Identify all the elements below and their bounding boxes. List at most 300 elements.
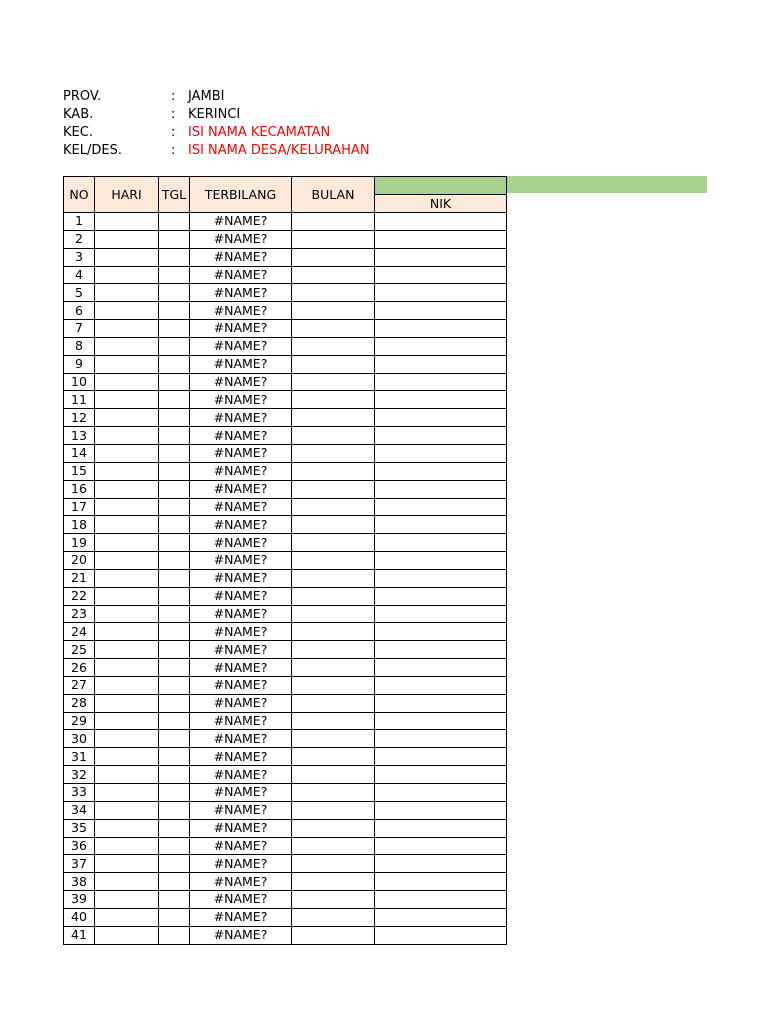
cell-bulan[interactable] (292, 801, 375, 819)
cell-bulan[interactable] (292, 837, 375, 855)
cell-hari[interactable] (95, 391, 159, 409)
cell-no[interactable]: 4 (64, 266, 95, 284)
cell-tgl[interactable] (159, 766, 190, 784)
cell-nik[interactable] (375, 391, 507, 409)
cell-hari[interactable] (95, 516, 159, 534)
cell-terbilang[interactable]: #NAME? (190, 730, 292, 748)
cell-hari[interactable] (95, 534, 159, 552)
cell-bulan[interactable] (292, 784, 375, 802)
cell-hari[interactable] (95, 676, 159, 694)
info-label: KEC. (63, 125, 93, 140)
cell-no[interactable]: 35 (64, 819, 95, 837)
cell-bulan[interactable] (292, 391, 375, 409)
cell-bulan[interactable] (292, 302, 375, 320)
cell-hari[interactable] (95, 837, 159, 855)
cell-terbilang[interactable]: #NAME? (190, 409, 292, 427)
cell-bulan[interactable] (292, 409, 375, 427)
cell-hari[interactable] (95, 302, 159, 320)
cell-terbilang[interactable]: #NAME? (190, 302, 292, 320)
cell-hari[interactable] (95, 569, 159, 587)
cell-terbilang[interactable]: #NAME? (190, 605, 292, 623)
cell-hari[interactable] (95, 659, 159, 677)
cell-nik[interactable] (375, 320, 507, 338)
cell-no[interactable]: 7 (64, 320, 95, 338)
cell-nik[interactable] (375, 373, 507, 391)
table-row (64, 391, 507, 409)
cell-bulan[interactable] (292, 730, 375, 748)
cell-hari[interactable] (95, 641, 159, 659)
cell-nik[interactable] (375, 659, 507, 677)
cell-hari[interactable] (95, 784, 159, 802)
cell-nik[interactable] (375, 712, 507, 730)
cell-hari[interactable] (95, 819, 159, 837)
cell-nik[interactable] (375, 569, 507, 587)
table-row (64, 891, 507, 909)
cell-no[interactable]: 29 (64, 712, 95, 730)
cell-tgl[interactable] (159, 427, 190, 445)
table-row (64, 873, 507, 891)
cell-bulan[interactable] (292, 623, 375, 641)
cell-nik[interactable] (375, 516, 507, 534)
cell-tgl[interactable] (159, 373, 190, 391)
table-row (64, 409, 507, 427)
cell-terbilang[interactable]: #NAME? (190, 926, 292, 944)
info-label: PROV. (63, 89, 102, 104)
cell-no[interactable]: 15 (64, 462, 95, 480)
table-row (64, 266, 507, 284)
header-terbilang: TERBILANG (190, 177, 292, 213)
cell-no[interactable]: 36 (64, 837, 95, 855)
cell-terbilang[interactable]: #NAME? (190, 266, 292, 284)
cell-tgl[interactable] (159, 284, 190, 302)
cell-terbilang[interactable]: #NAME? (190, 855, 292, 873)
cell-terbilang[interactable]: #NAME? (190, 748, 292, 766)
info-colon: : (171, 89, 176, 104)
cell-hari[interactable] (95, 444, 159, 462)
info-row-kec (63, 124, 370, 142)
cell-no[interactable]: 22 (64, 587, 95, 605)
cell-no[interactable]: 34 (64, 801, 95, 819)
table-row (64, 552, 507, 570)
cell-no[interactable]: 24 (64, 623, 95, 641)
cell-bulan[interactable] (292, 534, 375, 552)
cell-hari[interactable] (95, 427, 159, 445)
cell-tgl[interactable] (159, 516, 190, 534)
cell-no[interactable]: 23 (64, 605, 95, 623)
cell-tgl[interactable] (159, 462, 190, 480)
cell-no[interactable]: 5 (64, 284, 95, 302)
table-row (64, 498, 507, 516)
table-row (64, 837, 507, 855)
table-row (64, 676, 507, 694)
cell-bulan[interactable] (292, 355, 375, 373)
table-row (64, 284, 507, 302)
cell-bulan[interactable] (292, 766, 375, 784)
cell-nik[interactable] (375, 926, 507, 944)
cell-tgl[interactable] (159, 248, 190, 266)
cell-terbilang[interactable]: #NAME? (190, 552, 292, 570)
cell-hari[interactable] (95, 855, 159, 873)
cell-tgl[interactable] (159, 712, 190, 730)
cell-terbilang[interactable]: #NAME? (190, 873, 292, 891)
cell-no[interactable]: 16 (64, 480, 95, 498)
cell-nik[interactable] (375, 427, 507, 445)
cell-terbilang[interactable]: #NAME? (190, 659, 292, 677)
cell-tgl[interactable] (159, 801, 190, 819)
cell-no[interactable]: 18 (64, 516, 95, 534)
cell-bulan[interactable] (292, 552, 375, 570)
info-label: KAB. (63, 107, 94, 122)
cell-hari[interactable] (95, 230, 159, 248)
cell-bulan[interactable] (292, 516, 375, 534)
cell-terbilang[interactable]: #NAME? (190, 391, 292, 409)
cell-nik[interactable] (375, 784, 507, 802)
cell-no[interactable]: 40 (64, 908, 95, 926)
cell-nik[interactable] (375, 444, 507, 462)
table-row (64, 748, 507, 766)
header-nik: NIK (375, 195, 507, 213)
cell-nik[interactable] (375, 266, 507, 284)
cell-tgl[interactable] (159, 676, 190, 694)
cell-bulan[interactable] (292, 855, 375, 873)
cell-nik[interactable] (375, 748, 507, 766)
cell-bulan[interactable] (292, 213, 375, 231)
cell-hari[interactable] (95, 320, 159, 338)
table-row (64, 730, 507, 748)
cell-hari[interactable] (95, 926, 159, 944)
table-row (64, 444, 507, 462)
table-row (64, 819, 507, 837)
cell-bulan[interactable] (292, 498, 375, 516)
cell-nik[interactable] (375, 819, 507, 837)
green-header-band (506, 176, 707, 193)
cell-tgl[interactable] (159, 355, 190, 373)
cell-nik[interactable] (375, 641, 507, 659)
cell-nik[interactable] (375, 908, 507, 926)
table-row (64, 623, 507, 641)
cell-bulan[interactable] (292, 748, 375, 766)
cell-nik[interactable] (375, 552, 507, 570)
cell-no[interactable]: 20 (64, 552, 95, 570)
cell-tgl[interactable] (159, 569, 190, 587)
table-row (64, 641, 507, 659)
cell-no[interactable]: 26 (64, 659, 95, 677)
cell-nik[interactable] (375, 605, 507, 623)
cell-tgl[interactable] (159, 266, 190, 284)
cell-bulan[interactable] (292, 819, 375, 837)
cell-nik[interactable] (375, 302, 507, 320)
cell-bulan[interactable] (292, 605, 375, 623)
cell-terbilang[interactable]: #NAME? (190, 284, 292, 302)
header-row (64, 177, 507, 195)
cell-no[interactable]: 10 (64, 373, 95, 391)
cell-terbilang[interactable]: #NAME? (190, 784, 292, 802)
cell-hari[interactable] (95, 213, 159, 231)
cell-nik[interactable] (375, 801, 507, 819)
cell-bulan[interactable] (292, 569, 375, 587)
cell-tgl[interactable] (159, 855, 190, 873)
info-value: JAMBI (188, 89, 225, 104)
cell-hari[interactable] (95, 462, 159, 480)
cell-terbilang[interactable]: #NAME? (190, 480, 292, 498)
cell-terbilang[interactable]: #NAME? (190, 801, 292, 819)
cell-tgl[interactable] (159, 623, 190, 641)
cell-no[interactable]: 41 (64, 926, 95, 944)
table-row (64, 462, 507, 480)
cell-tgl[interactable] (159, 891, 190, 909)
cell-terbilang[interactable]: #NAME? (190, 373, 292, 391)
cell-nik[interactable] (375, 623, 507, 641)
cell-tgl[interactable] (159, 837, 190, 855)
info-colon: : (171, 107, 176, 122)
cell-no[interactable]: 9 (64, 355, 95, 373)
cell-terbilang[interactable]: #NAME? (190, 908, 292, 926)
cell-terbilang[interactable]: #NAME? (190, 712, 292, 730)
cell-no[interactable]: 27 (64, 676, 95, 694)
cell-nik[interactable] (375, 480, 507, 498)
cell-tgl[interactable] (159, 926, 190, 944)
header-tgl: TGL (159, 177, 190, 213)
cell-terbilang[interactable]: #NAME? (190, 320, 292, 338)
cell-nik[interactable] (375, 855, 507, 873)
cell-no[interactable]: 19 (64, 534, 95, 552)
cell-hari[interactable] (95, 248, 159, 266)
cell-terbilang[interactable]: #NAME? (190, 891, 292, 909)
info-row-prov (63, 88, 370, 106)
cell-bulan[interactable] (292, 462, 375, 480)
cell-bulan[interactable] (292, 266, 375, 284)
cell-tgl[interactable] (159, 444, 190, 462)
cell-bulan[interactable] (292, 320, 375, 338)
info-value: ISI NAMA KECAMATAN (188, 125, 331, 140)
table-row (64, 213, 507, 231)
cell-terbilang[interactable]: #NAME? (190, 462, 292, 480)
header-hari: HARI (95, 177, 159, 213)
cell-terbilang[interactable]: #NAME? (190, 427, 292, 445)
table-row (64, 801, 507, 819)
cell-bulan[interactable] (292, 873, 375, 891)
cell-hari[interactable] (95, 355, 159, 373)
cell-tgl[interactable] (159, 337, 190, 355)
table-row (64, 373, 507, 391)
table-row (64, 694, 507, 712)
cell-bulan[interactable] (292, 926, 375, 944)
cell-tgl[interactable] (159, 659, 190, 677)
cell-bulan[interactable] (292, 712, 375, 730)
cell-nik[interactable] (375, 213, 507, 231)
cell-terbilang[interactable]: #NAME? (190, 623, 292, 641)
cell-terbilang[interactable]: #NAME? (190, 516, 292, 534)
cell-tgl[interactable] (159, 320, 190, 338)
info-row-keldes (63, 142, 370, 160)
cell-hari[interactable] (95, 694, 159, 712)
table-row (64, 587, 507, 605)
cell-terbilang[interactable]: #NAME? (190, 819, 292, 837)
cell-bulan[interactable] (292, 891, 375, 909)
cell-no[interactable]: 11 (64, 391, 95, 409)
cell-hari[interactable] (95, 712, 159, 730)
cell-no[interactable]: 14 (64, 444, 95, 462)
cell-bulan[interactable] (292, 230, 375, 248)
cell-hari[interactable] (95, 480, 159, 498)
cell-hari[interactable] (95, 409, 159, 427)
cell-hari[interactable] (95, 766, 159, 784)
cell-terbilang[interactable]: #NAME? (190, 694, 292, 712)
table-row (64, 908, 507, 926)
cell-tgl[interactable] (159, 498, 190, 516)
table-row (64, 320, 507, 338)
table-row (64, 569, 507, 587)
cell-hari[interactable] (95, 266, 159, 284)
cell-no[interactable]: 6 (64, 302, 95, 320)
cell-bulan[interactable] (292, 480, 375, 498)
cell-terbilang[interactable]: #NAME? (190, 641, 292, 659)
cell-tgl[interactable] (159, 587, 190, 605)
cell-nik[interactable] (375, 694, 507, 712)
cell-no[interactable]: 39 (64, 891, 95, 909)
cell-tgl[interactable] (159, 230, 190, 248)
cell-hari[interactable] (95, 891, 159, 909)
cell-tgl[interactable] (159, 391, 190, 409)
cell-terbilang[interactable]: #NAME? (190, 337, 292, 355)
cell-bulan[interactable] (292, 641, 375, 659)
cell-hari[interactable] (95, 373, 159, 391)
cell-nik[interactable] (375, 284, 507, 302)
cell-bulan[interactable] (292, 248, 375, 266)
cell-nik[interactable] (375, 409, 507, 427)
cell-no[interactable]: 30 (64, 730, 95, 748)
cell-bulan[interactable] (292, 587, 375, 605)
cell-hari[interactable] (95, 730, 159, 748)
cell-terbilang[interactable]: #NAME? (190, 534, 292, 552)
cell-terbilang[interactable]: #NAME? (190, 498, 292, 516)
cell-bulan[interactable] (292, 676, 375, 694)
cell-hari[interactable] (95, 337, 159, 355)
cell-no[interactable]: 32 (64, 766, 95, 784)
cell-no[interactable]: 2 (64, 230, 95, 248)
cell-nik[interactable] (375, 766, 507, 784)
cell-no[interactable]: 25 (64, 641, 95, 659)
data-table (63, 176, 507, 945)
info-colon: : (171, 143, 176, 158)
cell-bulan[interactable] (292, 444, 375, 462)
cell-bulan[interactable] (292, 659, 375, 677)
cell-bulan[interactable] (292, 908, 375, 926)
table-row (64, 766, 507, 784)
cell-nik[interactable] (375, 230, 507, 248)
cell-terbilang[interactable]: #NAME? (190, 355, 292, 373)
cell-hari[interactable] (95, 748, 159, 766)
cell-terbilang[interactable]: #NAME? (190, 587, 292, 605)
cell-nik[interactable] (375, 676, 507, 694)
cell-no[interactable]: 12 (64, 409, 95, 427)
table-row (64, 784, 507, 802)
cell-bulan[interactable] (292, 284, 375, 302)
cell-tgl[interactable] (159, 908, 190, 926)
cell-tgl[interactable] (159, 873, 190, 891)
table-row (64, 516, 507, 534)
cell-tgl[interactable] (159, 605, 190, 623)
cell-no[interactable]: 1 (64, 213, 95, 231)
cell-nik[interactable] (375, 873, 507, 891)
cell-terbilang[interactable]: #NAME? (190, 213, 292, 231)
cell-hari[interactable] (95, 605, 159, 623)
cell-tgl[interactable] (159, 302, 190, 320)
cell-tgl[interactable] (159, 694, 190, 712)
cell-terbilang[interactable]: #NAME? (190, 766, 292, 784)
cell-nik[interactable] (375, 355, 507, 373)
cell-hari[interactable] (95, 801, 159, 819)
cell-terbilang[interactable]: #NAME? (190, 230, 292, 248)
cell-hari[interactable] (95, 587, 159, 605)
cell-nik[interactable] (375, 587, 507, 605)
cell-nik[interactable] (375, 498, 507, 516)
cell-terbilang[interactable]: #NAME? (190, 837, 292, 855)
cell-bulan[interactable] (292, 694, 375, 712)
cell-no[interactable]: 33 (64, 784, 95, 802)
cell-nik[interactable] (375, 248, 507, 266)
cell-tgl[interactable] (159, 819, 190, 837)
cell-no[interactable]: 21 (64, 569, 95, 587)
cell-no[interactable]: 38 (64, 873, 95, 891)
header-bulan: BULAN (292, 177, 375, 213)
cell-no[interactable]: 17 (64, 498, 95, 516)
cell-terbilang[interactable]: #NAME? (190, 569, 292, 587)
table-row (64, 302, 507, 320)
cell-tgl[interactable] (159, 784, 190, 802)
cell-nik[interactable] (375, 730, 507, 748)
table-row (64, 337, 507, 355)
cell-tgl[interactable] (159, 534, 190, 552)
cell-nik[interactable] (375, 534, 507, 552)
cell-bulan[interactable] (292, 373, 375, 391)
cell-hari[interactable] (95, 623, 159, 641)
cell-hari[interactable] (95, 552, 159, 570)
cell-hari[interactable] (95, 498, 159, 516)
cell-hari[interactable] (95, 908, 159, 926)
cell-tgl[interactable] (159, 730, 190, 748)
cell-no[interactable]: 8 (64, 337, 95, 355)
cell-terbilang[interactable]: #NAME? (190, 248, 292, 266)
cell-tgl[interactable] (159, 409, 190, 427)
cell-hari[interactable] (95, 873, 159, 891)
table-row (64, 712, 507, 730)
cell-bulan[interactable] (292, 337, 375, 355)
cell-no[interactable]: 13 (64, 427, 95, 445)
cell-terbilang[interactable]: #NAME? (190, 444, 292, 462)
cell-terbilang[interactable]: #NAME? (190, 676, 292, 694)
cell-bulan[interactable] (292, 427, 375, 445)
cell-nik[interactable] (375, 337, 507, 355)
cell-no[interactable]: 3 (64, 248, 95, 266)
cell-tgl[interactable] (159, 552, 190, 570)
table-row (64, 534, 507, 552)
cell-no[interactable]: 37 (64, 855, 95, 873)
cell-no[interactable]: 31 (64, 748, 95, 766)
cell-tgl[interactable] (159, 748, 190, 766)
cell-tgl[interactable] (159, 213, 190, 231)
info-value: KERINCI (188, 107, 241, 122)
cell-no[interactable]: 28 (64, 694, 95, 712)
cell-hari[interactable] (95, 284, 159, 302)
cell-nik[interactable] (375, 891, 507, 909)
cell-tgl[interactable] (159, 480, 190, 498)
cell-nik[interactable] (375, 462, 507, 480)
cell-nik[interactable] (375, 837, 507, 855)
table-row (64, 248, 507, 266)
cell-tgl[interactable] (159, 641, 190, 659)
table-row (64, 659, 507, 677)
